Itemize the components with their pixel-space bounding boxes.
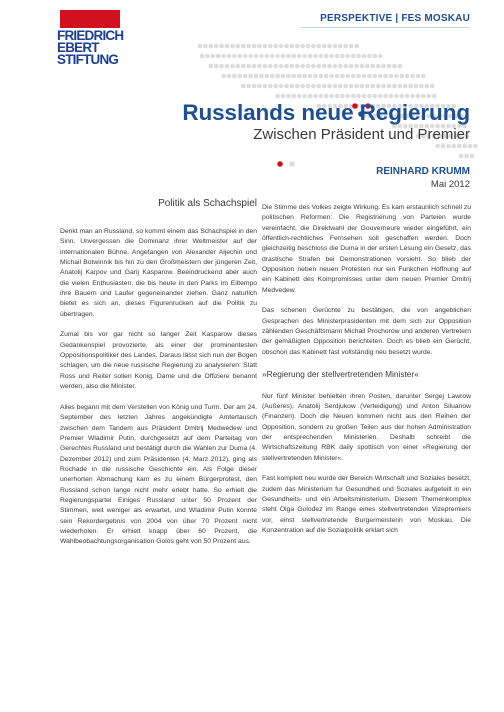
logo-red-block <box>60 10 120 28</box>
left-paragraph-1: Denkt man an Russland, so kommt einem das Schachspiel in den Sinn. Unvergessen die Dominanz ihrer Weltmeister auf der internationalen Bühne. Angefangen von Alexander Aljechin und Michail Botwinnik bis hin zu den Großmeistern der jüngeren Zeit, Anatolij Karpov und Garij Kasparow. Beeindruckend aber auch die vielen Enthusiasten, die bis heute in den Parks im Eiltempo ihre Bauern und Laufer gegeneinander ziehen. Ganz naturlich bietet es sich an, dieses Figurenrucken auf die Politik zu übertragen. <box>60 228 257 318</box>
right-subheading: »Regierung der stellvertretenden Minister« <box>262 368 419 379</box>
logo-line-1: FRIEDRICH <box>57 28 124 43</box>
right-paragraph-3: Nur fünf Minister behielten ihren Posten, darunter Sergej Lawrow (Außeres), Anatolij Serdjukow (Verteidigung) und Anton Siluanow (Finanzen). Doch die Neuen kommen nicht aus den Reihen der Opposition, sondern zu großen Teilen aus der hohen Administration der entsprechenden Ministerien. Deshalb schreibt die Wirtschaftszeitung RBK daily spottisch von einer »Regierung der stellvertretenden Minister«. <box>262 392 471 462</box>
left-column <box>60 227 257 558</box>
section-heading: Politik als Schachspiel <box>158 198 257 209</box>
right-paragraph-4: Fast komplett neu wurde der Bereich Wirtschaft und Soziales besetzt, zudem das Ministerium fur Gesundheit und Soziales aufgeteilt in ein Gesundheits- und ein Arbeitsministerium. Diesem Themenkomplex steht Olga Golodez im Range eines stellvertretenden Vizepremiers vor, einst stellvertretende Burgermeisterin von Moskau. Die Konzentration auf die Sozialpolitik erklart sich <box>262 475 471 534</box>
header-rule <box>300 27 470 28</box>
page-title: Russlands neue Regierung <box>182 100 470 125</box>
publication-date: Mai 2012 <box>430 179 470 190</box>
logo-line-3: STIFTUNG <box>57 52 119 67</box>
fes-logo <box>57 10 145 66</box>
right-paragraph-1: Die Stimme des Volkes zeigte Wirkung. Es kam erstaunlich schnell zu politischen Reformen: Die Registrierung von Parteien wurde vereinfacht, die Direktwahl der Gouverneure wieder eingeführt, ein öffentlich-rechtliches Fernsehen soll geschaffen werden. Doch gleichzeitig beschloss die Duma in der ersten Lesung ein Gesetz, das drastische Strafen bei Demonstrationen vorsieht. So blieb der Opposition neben neuen Protesten nur ein Funkchen Hoffnung auf ein Kabinett des Kompromisses unter dem neuen Premier Dmitrij Medvedew. <box>262 204 471 294</box>
logo-wordmark <box>57 30 145 66</box>
page-subtitle: Zwischen Präsident und Premier <box>253 126 470 143</box>
logo-line-2: EBERT <box>57 40 99 55</box>
right-paragraph-2: Das schenen Gerüchte zu bestätigen, die von angeblichen Gesprachen des Ministerprasidenten mit dem sich zur Opposition zählenden Geschäftsmann Michail Prochorow und anderen Vertretern der gemäßigten Opposition berichteten. Doch es blieb ein Gerücht, obschon das Kabinett fast vollständig neu besetzt wurde. <box>262 307 471 356</box>
series-label: PERSPEKTIVE | FES MOSKAU <box>320 13 470 24</box>
author-name: REINHARD KRUMM <box>376 166 470 177</box>
left-paragraph-3: Alles begann mit dem Verstellen von König und Turm. Der am 24. September des letzten Jahres angekündigte Amtertausch zwischen dem Tandem aus Präsident Dmitrij Medwedew und Premier Wladimir Putin, durchgesetzt auf dem Parteitag von Gerechtes Russland und bestätigt durch die Wahlen zur Duma (4. Dezember 2012) und zum Präsidenten (4. Marz 2012), ging als Rochade in die russische Geschichte ein. Als Folge dieser unerhorten Abmachung kam es zu einem Bürgerprotest, den Russland schon lange nicht mehr erlebt hatte. So erhielt die Regierungspartei Einiges Russland unter 50 Prozent der Stimmen, weit weniger als erwartet, und Wladimir Putin konnte sein Rekordergebnis von 2004 von über 70 Prozent nicht wiederholen. Er erhielt knapp über 60 Prozent, die Wahlbeobachtungsorganisation Golos geht von 50 Prozent aus. <box>60 403 257 546</box>
left-paragraph-2: Zumal bis vor gar nicht so langer Zeit Kasparow dieses Gedankenspiel provozierte, als einer der prominentesten Oppositionspolitiker des Landes. Daraus lässt sich nun der Bogen schlagen, um die neue russische Regierung zu analysieren: Statt Ross und Reiter sollen Konig, Dame und die Offiziere benannt werden, also die Minister. <box>60 331 257 391</box>
right-column <box>262 203 471 547</box>
